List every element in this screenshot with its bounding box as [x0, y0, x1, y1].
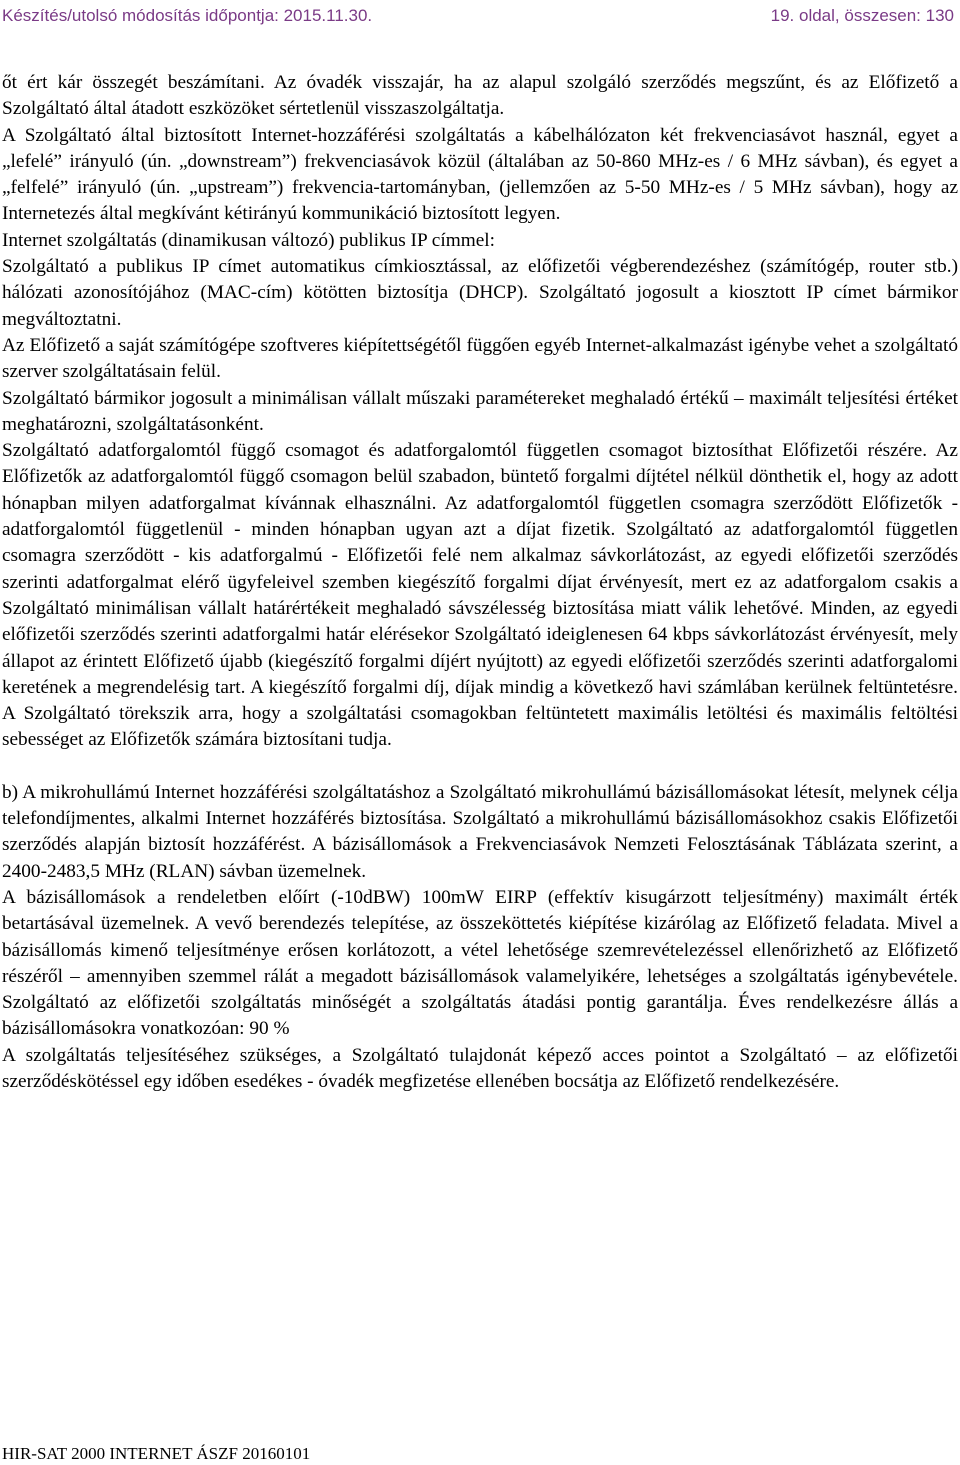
paragraph-applications: Az Előfizető a saját számítógépe szoftveres kiépítettségétől függően egyéb Internet-alkalmazást igénybe vehet a szolgáltató szerver szolgáltatásain felül. [2, 334, 958, 383]
paragraph-max-performance: Szolgáltató bármikor jogosult a minimálisan vállalt műszaki paramétereket meghaladó értékű – maximált teljesítési értéket meghatározni, szolgáltatásonként. [2, 387, 958, 435]
paragraph-deposit: őt ért kár összegét beszámítani. Az óvadék visszajár, ha az alapul szolgáló szerződés megszűnt, és az Előfizető a Szolgáltató által átadott eszközöket sértetlenül visszaszolgáltatja. [2, 72, 958, 120]
paragraph-dhcp: Szolgáltató a publikus IP címet automatikus címkiosztással, az előfizetői végberendezéshez (számítógép, router stb.) hálózati azonosítójához (MAC-cím) kötötten biztosítja (DHCP). Szolgáltató jogosult a kiosztott IP címet bármikor megváltoztatni. [2, 256, 958, 330]
paragraph-base-stations: A bázisállomások a rendeletben előírt (-10dBW) 100mW EIRP (effektív kisugárzott teljesítmény) maximált érték betartásával üzemelnek. A vevő berendezés telepítése, az összeköttetés kiépítése kizárólag az Előfizető feladata. Mivel a bázisállomás kimenő teljesítménye erősen korlátozott, a vétel lehetősége szemrevételezéssel ellenőrizhető az Előfizető részéről – amennyiben szemmel rálát a megadott bázisállomások valamelyikére, lehetséges a szolgáltatás igénybevétele. Szolgáltató az előfizetői szolgáltatás minőségét a szolgáltatás átadási pontig garantálja. Éves rendelkezésre állás a bázisállomásokra vonatkozóan: 90 % [2, 886, 958, 1040]
header-page-number: 19. oldal, összesen: 130 [770, 6, 954, 25]
paragraph-access-point: A szolgáltatás teljesítéséhez szükséges, a Szolgáltató tulajdonát képező acces pointot a Szolgáltató – az előfizetői szerződéskötéssel egy időben esedékes - óvadék megfizetése ellenében bocsátja az Előfizető rendelkezésére. [2, 1044, 958, 1092]
page-footer: HIR-SAT 2000 INTERNET ÁSZF 20160101 [2, 1444, 311, 1463]
paragraph-public-ip-heading: Internet szolgáltatás (dinamikusan változó) publikus IP címmel: [2, 229, 495, 251]
paragraph-gap [2, 754, 958, 780]
page-header [2, 6, 954, 30]
document-body [2, 70, 958, 1095]
paragraph-traffic-packages: Szolgáltató adatforgalomtól függő csomagot és adatforgalomtól független csomagot biztosíthat Előfizetői részére. Az Előfizetők az adatforgalomtól függő csomagon belül szabadon, büntető forgalmi díjtétel nélkül dönthetik el, hogy az adott hónapban milyen adatforgalmat kívánnak elhasználni. Az adatforgalomtól független csomagra szerződött Előfizetők - adatforgalomtól függetlenül - minden hónapban ugyan azt a díjat fizetik. Szolgáltató az adatforgalomtól független csomagra szerződött - kis adatforgalmú - Előfizetői felé nem alkalmaz sávkorlátozást, az egyedi előfizetői szerződés szerinti adatforgalmat elérő ügyfeleivel szemben kiegészítő forgalmi díjat érvényesít, mert ez az adatforgalom csakis a Szolgáltató minimálisan vállalt határértékeit meghaladó sávszélesség biztosítása miatt válik lehetővé. Minden, az egyedi előfizetői szerződés szerinti adatforgalmi határ elérésekor Szolgáltató ideiglenesen 64 kbps sávkorlátozást érvényesít, mely állapot az érintett Előfizető újabb (kiegészítő forgalmi díjért nyújtott) az egyedi előfizetői szerződés szerinti adatforgalomi keretének a megrendelésig tart. A kiegészítő forgalmi díj, díjak mindig a következő havi számlában kerülnek feltüntetésre. A Szolgáltató törekszik arra, hogy a szolgáltatási csomagokban feltüntetett maximális letöltési és maximális feltöltési sebességet az Előfizetők számára biztosítani tudja. [2, 440, 958, 751]
paragraph-microwave: b) A mikrohullámú Internet hozzáférési szolgáltatáshoz a Szolgáltató mikrohullámú bázisállomásokat létesít, melynek célja telefondíjmentes, alkalmi Internet hozzáférés biztosítása. Szolgáltató a mikrohullámú bázisállomásokhoz csakis Előfizetői szerződés alapján biztosít hozzáférést. A bázisállomások a Frekvenciasávok Nemzeti Felosztásának Táblázata szerint, a 2400-2483,5 MHz (RLAN) sávban üzemelnek. [2, 781, 958, 882]
header-timestamp: Készítés/utolsó módosítás időpontja: 2015.11.30. [2, 6, 373, 25]
paragraph-cable-frequency: A Szolgáltató által biztosított Internet-hozzáférési szolgáltatás a kábelhálózaton két frekvenciasávot használ, egyet a „lefelé” irányuló (ún. „downstream”) frekvenciasávok közül (általában az 50-860 MHz-es / 6 MHz sávban), és egyet a „felfelé” irányuló (ún. „upstream”) frekvencia-tartományban, (jellemzően az 5-50 MHz-es / 5 MHz sávban), hogy az Internetezés által megkívánt kétirányú kommunikáció biztosított legyen. [2, 124, 958, 225]
